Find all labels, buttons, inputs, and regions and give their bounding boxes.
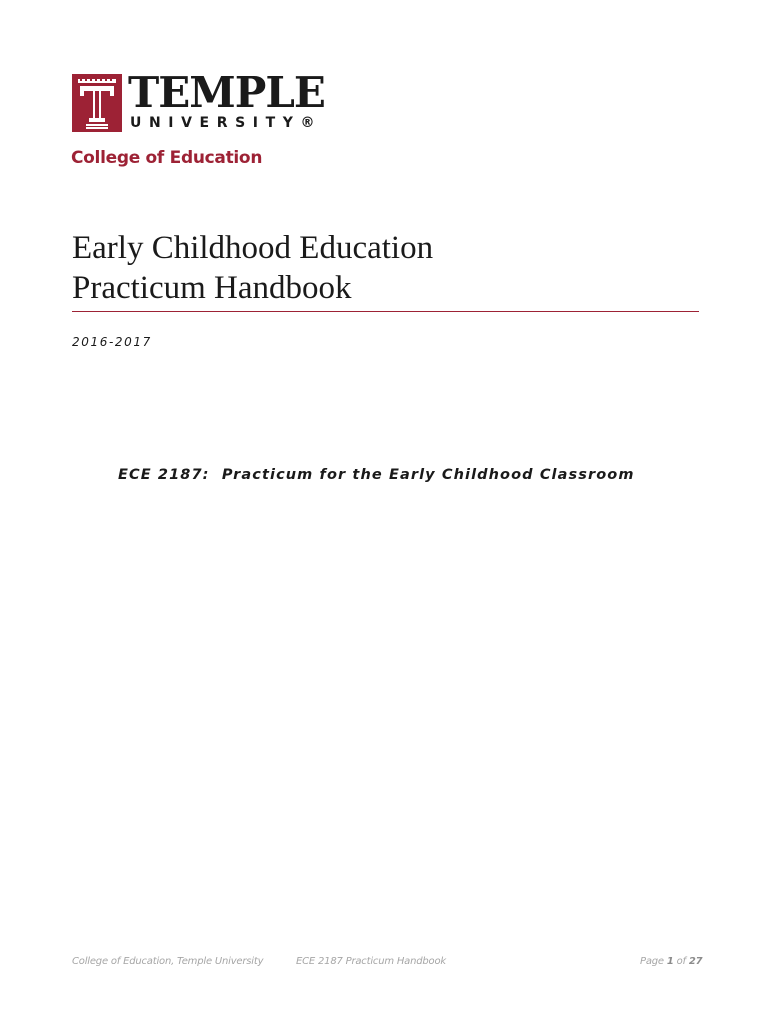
- logo-subtext: UNIVERSITY®: [130, 115, 323, 131]
- title-divider: [72, 311, 699, 312]
- logo-wordmark: TEMPLE: [128, 68, 325, 117]
- title-line-1: Early Childhood Education: [72, 230, 434, 266]
- footer-page-number: [640, 956, 702, 967]
- course-title: ECE 2187: Practicum for the Early Childhood Classroom: [118, 467, 635, 483]
- page-of: of: [673, 956, 689, 967]
- temple-t-icon: [72, 74, 122, 132]
- academic-year: 2016-2017: [72, 335, 152, 349]
- temple-university-logo: [72, 68, 342, 134]
- document-title: [72, 228, 433, 308]
- page-total: 27: [688, 956, 703, 967]
- page-current: 1: [666, 956, 674, 967]
- college-name: College of Education: [71, 148, 263, 168]
- footer-center: ECE 2187 Practicum Handbook: [296, 956, 446, 967]
- footer-left: College of Education, Temple University: [72, 956, 264, 967]
- title-line-2: Practicum Handbook: [72, 270, 352, 306]
- page-prefix: Page: [640, 956, 667, 967]
